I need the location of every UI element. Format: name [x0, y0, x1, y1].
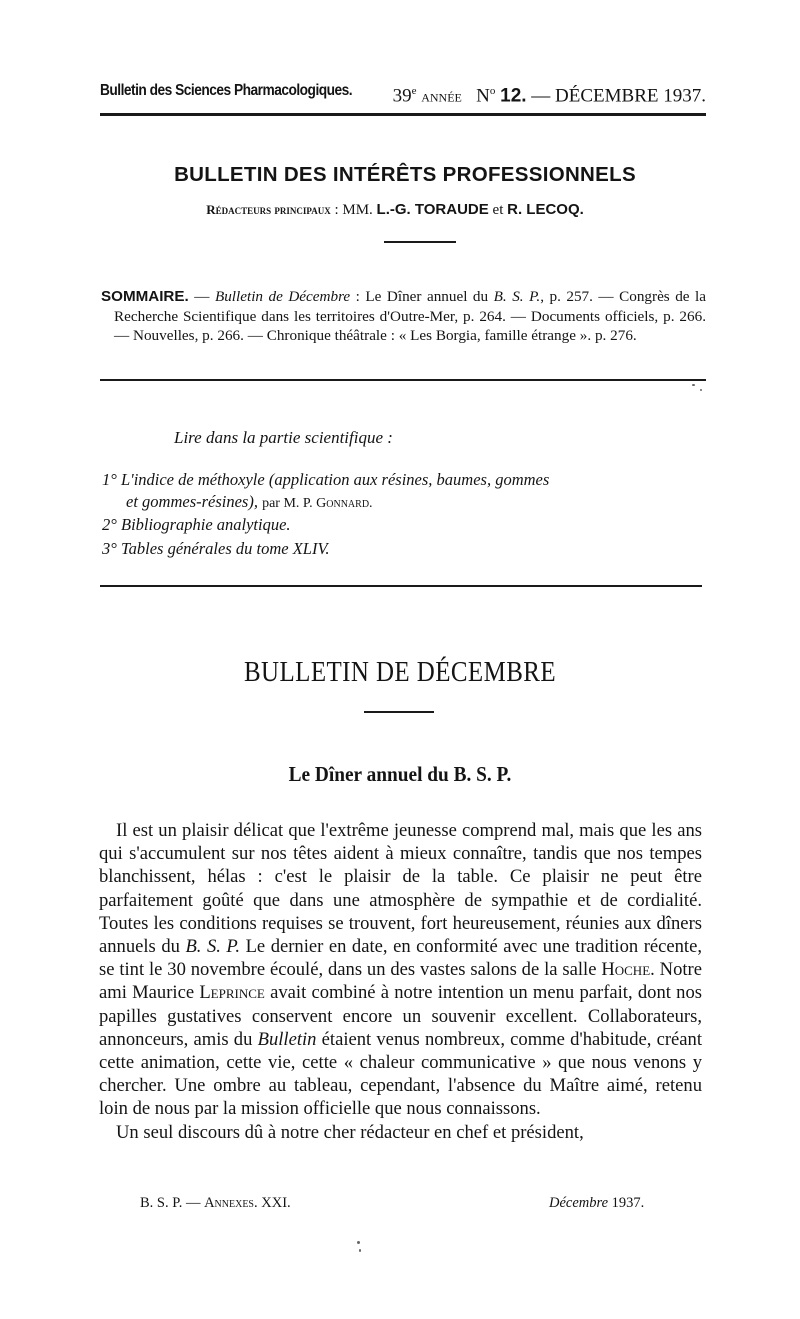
editors-label: Rédacteurs principaux: [206, 202, 331, 217]
short-rule-1: [384, 241, 456, 243]
item-1-par: par M. P.: [262, 496, 317, 511]
sommaire: [101, 287, 706, 346]
footer-left: [140, 1195, 291, 1212]
sommaire-head: SOMMAIRE.: [101, 288, 189, 305]
footer-year: 1937.: [608, 1195, 645, 1211]
item-1-num: 1°: [102, 470, 117, 489]
editors-and: et: [488, 202, 508, 218]
running-head: [100, 78, 706, 107]
sommaire-rule: [100, 379, 706, 381]
annee-label: année: [421, 86, 462, 106]
bulletin-title: BULLETIN DE DÉCEMBRE: [243, 656, 557, 688]
sommaire-bsp: B. S. P.: [493, 288, 541, 305]
issue-sup: o: [489, 85, 496, 97]
editors-line: [0, 201, 790, 219]
p1-part-b: Le dernier en date, en conformité avec une tradition récente, se tint le 30 novembre écoulé, dans un des vastes salons de la salle: [99, 936, 703, 981]
editor-lecoq: R. LECOQ.: [507, 201, 584, 218]
sommaire-dash: —: [188, 288, 215, 305]
sommaire-bulletin: Bulletin de Décembre: [214, 288, 351, 305]
short-rule-2: [364, 711, 434, 713]
diner-title: Le Dîner annuel du B. S. P.: [288, 762, 512, 786]
p1-part-a: Il est un plaisir délicat que l'extrême jeunesse comprend mal, mais que les ans qui s'accumulent sur nos têtes aident à mieux connaître, tandis que nos tempes blanchissent, hélas : c'est le plaisir de la table. Ce plaisir ne peut être parfaitement goûté que dans une atmosphère de sympathie et de cordialité. Toutes les conditions requises se trouvent, fort heureusement, réunies aux dîners annuels du: [99, 820, 702, 958]
lire-item-2: [102, 514, 291, 536]
p1-leprince: Leprince: [199, 982, 265, 1004]
year-number: 39: [392, 85, 412, 107]
scan-speck: [357, 1241, 360, 1244]
paragraph-1: [99, 819, 702, 1121]
issue-info: [393, 78, 706, 109]
footer-volume: . XXI.: [254, 1195, 291, 1211]
lire-item-3: [102, 538, 330, 560]
issue-date: — DÉCEMBRE 1937.: [531, 85, 706, 107]
section-title: BULLETIN DES INTÉRÊTS PROFESSIONNELS: [174, 163, 636, 186]
paragraph-2: Un seul discours dû à notre cher rédacteur en chef et président,: [116, 1121, 584, 1143]
item-1-continuation: [102, 491, 706, 515]
item-3-num: 3°: [102, 539, 117, 558]
p1-part-e: étaient venus nombreux, comme d'habitude, créant cette animation, cette vie, cette « chaleur communicative » que nous venons y chercher. Une ombre au tableau, cependant, l'absence du Maître aimé, retenu loin de nous par la mission officielle que nous connaissons.: [99, 1028, 703, 1120]
issue-label: N: [476, 85, 490, 107]
lire-title: Lire dans la partie scientifique :: [174, 428, 393, 447]
year-sup: e: [411, 85, 417, 97]
issue-number: 12.: [500, 85, 527, 107]
p1-part-d: avait combiné à notre intention un menu parfait, dont nos papilles gustatives conservent encore un souvenir excellent. Collaborateurs, annonceurs, amis du: [99, 982, 702, 1050]
item-1-end: .: [369, 496, 373, 511]
footer-annexes: Annexes: [204, 1195, 254, 1211]
item-1-text: L'indice de méthoxyle (application aux résines, baumes, gommes: [120, 470, 550, 489]
header-rule: [100, 113, 706, 116]
scan-speck: [692, 384, 695, 386]
editor-toraude: L.-G. TORAUDE: [376, 201, 489, 218]
p1-part-c: . Notre ami Maurice: [99, 959, 702, 1004]
journal-name: Bulletin des Sciences Pharmacologiques.: [100, 82, 353, 99]
item-2-num: 2°: [102, 515, 117, 534]
lire-rule: [100, 585, 702, 587]
lire-item-1: [102, 469, 706, 515]
item-2-text: Bibliographie analytique.: [120, 515, 291, 534]
footer-month: Décembre: [549, 1195, 609, 1211]
p1-bsp: B. S. P.: [185, 936, 241, 958]
sommaire-text2: , p. 257. — Congrès de la Recherche Scientifique dans les territoires d'Outre-Mer, p. 264. — Documents officiels, p. 266. — Nouvelles, p. 266. — Chronique théâtrale : « Les Borgia, famille étrange ». p. 276.: [114, 288, 706, 344]
scan-speck: [359, 1249, 361, 1252]
item-3-text: Tables générales du tome XLIV.: [120, 539, 330, 558]
p1-hoche: Hoche: [601, 959, 651, 981]
scan-speck: [700, 389, 702, 391]
footer-bsp: B. S. P. —: [140, 1195, 205, 1211]
sommaire-text1: : Le Dîner annuel du: [350, 288, 494, 305]
article-body: [99, 819, 702, 1144]
item-1-cont: et gommes-résines),: [126, 492, 263, 511]
item-1-author: Gonnard: [316, 496, 370, 511]
footer-right: [549, 1195, 644, 1212]
editors-sep: : MM.: [330, 202, 377, 218]
p1-bulletin: Bulletin: [257, 1028, 317, 1050]
